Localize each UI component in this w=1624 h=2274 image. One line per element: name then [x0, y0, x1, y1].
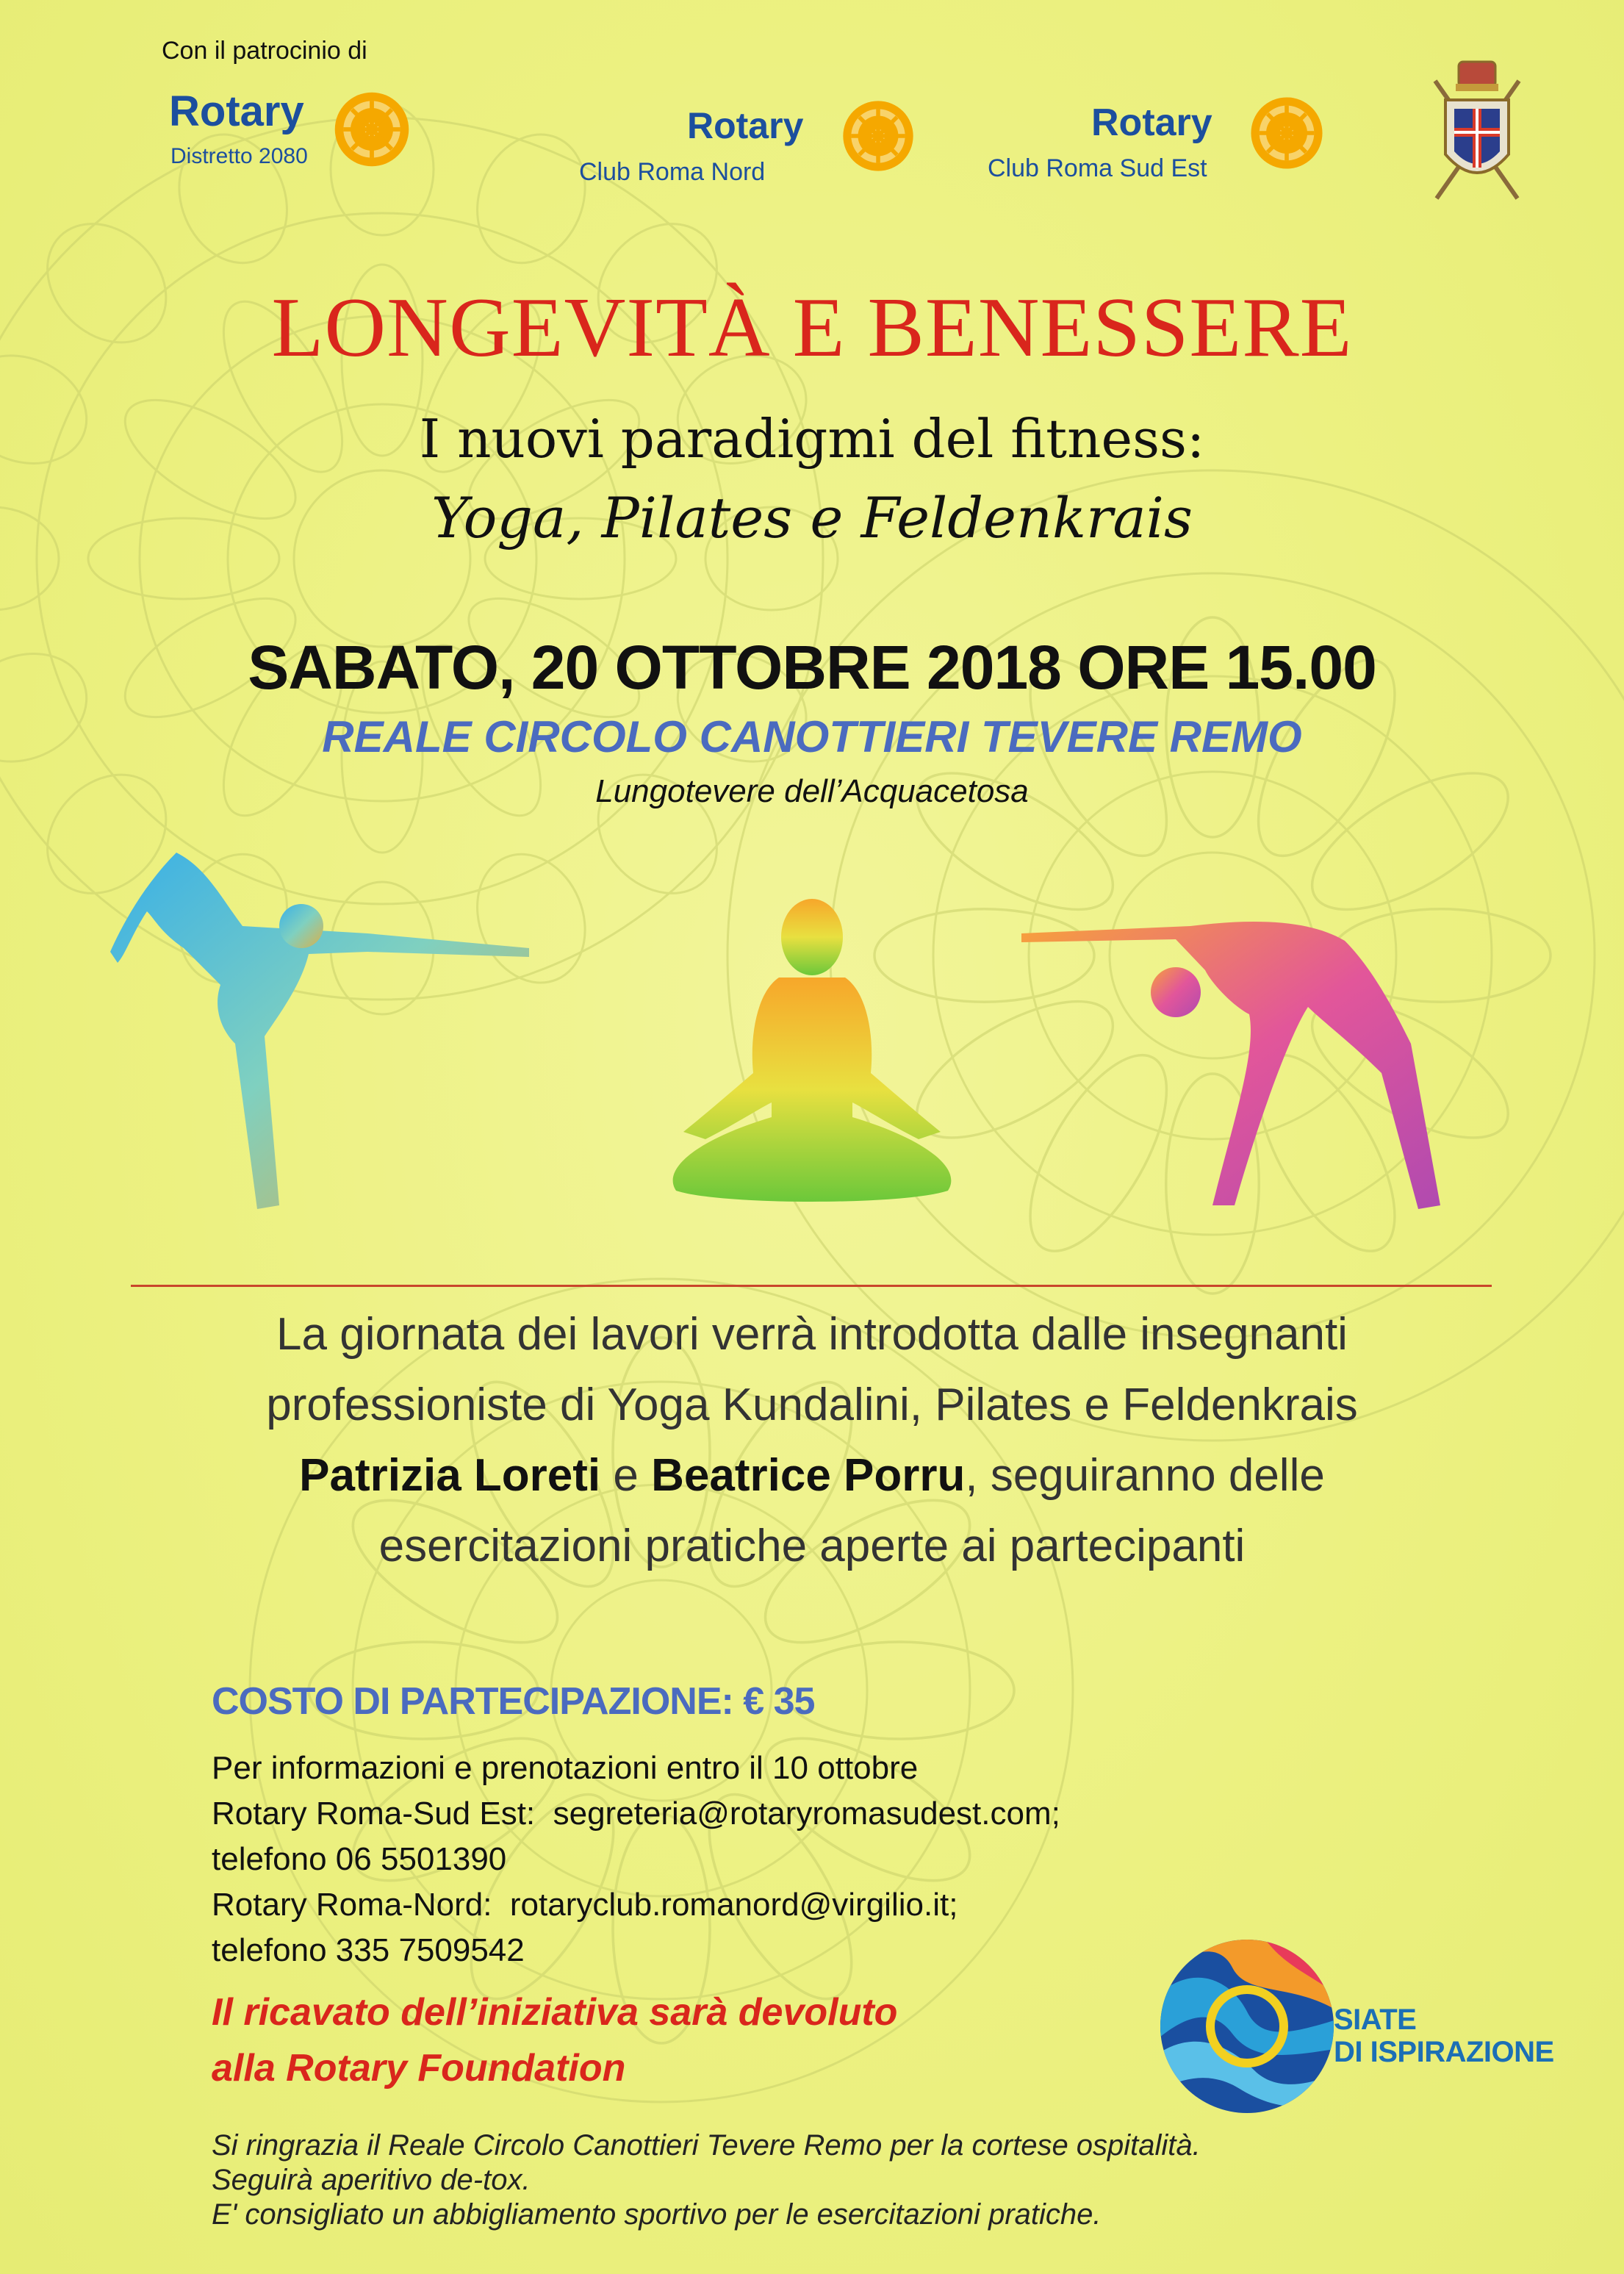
donation-line: Il ricavato dell’iniziativa sarà devoluto	[212, 1991, 898, 2034]
yoga-figures	[0, 823, 1624, 1220]
rotary-logo-roma-sud-est	[985, 92, 1337, 195]
event-description	[88, 1299, 1536, 1582]
event-venue: REALE CIRCOLO CANOTTIERI TEVERE REMO	[322, 712, 1302, 761]
campaign-slogan	[1334, 2004, 1554, 2068]
donation-note	[212, 1984, 897, 2096]
event-title: LONGEVITÀ E BENESSERE	[271, 281, 1353, 375]
info-line: telefono 335 7509542	[212, 1932, 525, 1968]
donation-line: alla Rotary Foundation	[212, 2047, 626, 2090]
rotary-wordmark: Rotary	[169, 87, 304, 135]
dancer-pose-figure	[110, 853, 529, 1209]
rotary-wordmark: Rotary	[687, 105, 804, 146]
description-rest: , seguiranno delle	[965, 1450, 1325, 1501]
siate-di-ispirazione-logo	[1155, 1934, 1339, 2118]
description-line: La giornata dei lavori verrà introdotta dalle insegnanti	[276, 1309, 1348, 1360]
rotary-subtitle: Club Roma Nord	[579, 158, 766, 186]
lotus-meditation-figure	[673, 899, 952, 1202]
event-subtitle: I nuovi paradigmi del fitness:	[419, 408, 1205, 470]
rotary-wordmark: Rotary	[1091, 101, 1212, 144]
rotary-wheel-icon	[329, 87, 414, 172]
slogan-line: SIATE	[1334, 2004, 1417, 2036]
rotary-logo-roma-nord	[536, 96, 926, 198]
participation-cost: COSTO DI PARTECIPAZIONE: € 35	[212, 1680, 815, 1723]
instructor-name: Patrizia Loreti	[299, 1450, 601, 1501]
event-address: Lungotevere dell’Acquacetosa	[595, 773, 1029, 809]
footer-notes	[212, 2128, 1201, 2232]
rotary-logo-distretto	[169, 87, 434, 190]
rotary-subtitle: Distretto 2080	[170, 144, 308, 168]
footer-line: Si ringrazia il Reale Circolo Canottieri Tevere Remo per la cortese ospitalità.	[212, 2129, 1201, 2162]
footer-line: E' consigliato un abbigliamento sportivo per le esercitazioni pratiche.	[212, 2198, 1102, 2231]
info-line: Rotary Roma-Sud Est: segreteria@rotaryromasudest.com;	[212, 1796, 1060, 1832]
footer-line: Seguirà aperitivo de-tox.	[212, 2164, 531, 2196]
info-line: Per informazioni e prenotazioni entro il 10 ottobre	[212, 1750, 919, 1786]
info-line: Rotary Roma-Nord: rotaryclub.romanord@virgilio.it;	[212, 1887, 958, 1923]
event-subtitle-disciplines: Yoga, Pilates e Feldenkrais	[431, 485, 1193, 550]
patronage-label: Con il patrocinio di	[162, 37, 367, 65]
section-divider	[131, 1285, 1492, 1287]
event-date-time: SABATO, 20 OTTOBRE 2018 ORE 15.00	[248, 633, 1376, 702]
instructor-name: Beatrice Porru	[651, 1450, 966, 1501]
royal-crest-icon	[1429, 51, 1525, 206]
rotary-wheel-icon	[838, 96, 919, 176]
rotary-subtitle: Club Roma Sud Est	[988, 154, 1207, 182]
contact-info	[212, 1746, 1060, 1973]
rotary-wheel-icon	[1246, 92, 1328, 174]
info-line: telefono 06 5501390	[212, 1841, 507, 1877]
description-line: esercitazioni pratiche aperte ai partecipanti	[378, 1521, 1246, 1571]
triangle-pose-figure	[1021, 922, 1440, 1209]
slogan-line: DI ISPIRAZIONE	[1334, 2036, 1554, 2068]
description-line: professioniste di Yoga Kundalini, Pilates e Feldenkrais	[266, 1380, 1358, 1430]
description-line-instructors	[88, 1441, 1536, 1511]
conjunction: e	[600, 1450, 652, 1501]
